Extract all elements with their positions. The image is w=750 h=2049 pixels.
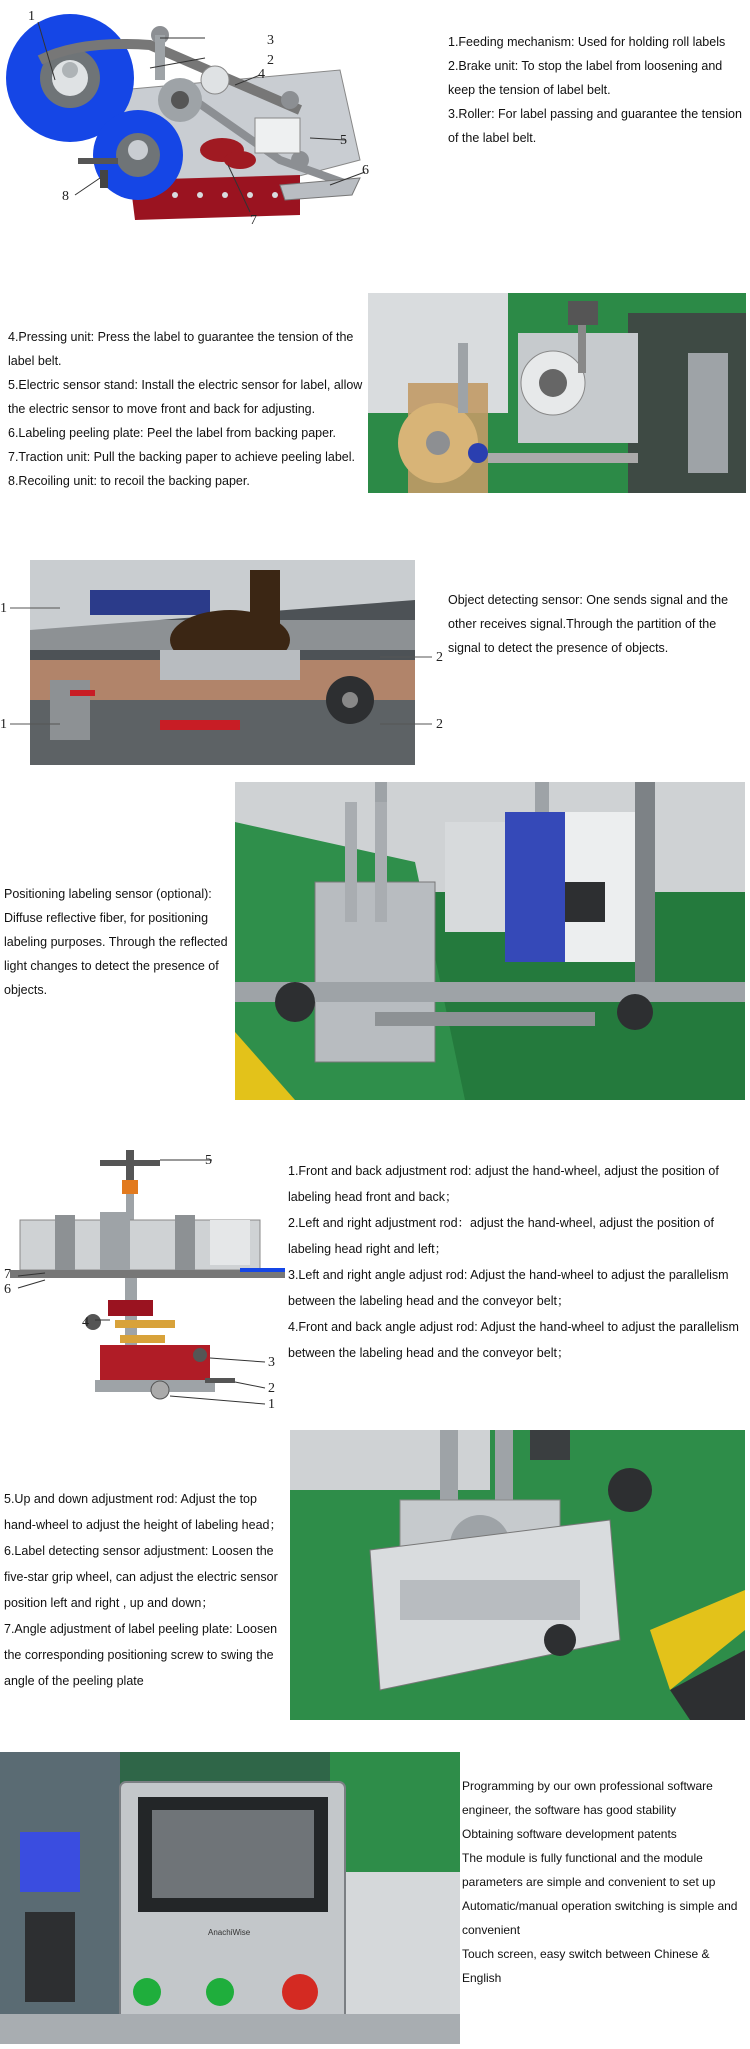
callout-3: 3 xyxy=(267,33,274,48)
control-panel-photo xyxy=(0,1752,460,2044)
item-roller: 3.Roller: For label passing and guarantee the tension of the label belt. xyxy=(448,107,742,145)
callout-8: 8 xyxy=(62,189,69,204)
callout-5: 5 xyxy=(340,133,347,148)
callout-7: 7 xyxy=(250,213,257,228)
section-feeding-mechanism xyxy=(0,0,750,240)
item-peeling-angle: 7.Angle adjustment of label peeling plate: Loosen the corresponding positioning screw to swing the angle of the peeling plate xyxy=(4,1622,278,1688)
positioning-text: Positioning labeling sensor (optional): Diffuse reflective fiber, for positioning labeling purposes. Through the reflected light changes to detect the presence of objects. xyxy=(4,887,228,997)
callout-3: 3 xyxy=(268,1355,275,1370)
item-pressing-unit: 4.Pressing unit: Press the label to guarantee the tension of the label belt. xyxy=(8,330,354,368)
up-down-description xyxy=(4,1486,288,1694)
item-touch-screen: Touch screen, easy switch between Chinese & English xyxy=(462,1947,710,1985)
callout-1: 1 xyxy=(28,9,35,24)
section-object-sensor xyxy=(0,548,750,778)
item-peeling-plate: 6.Labeling peeling plate: Peel the label from backing paper. xyxy=(8,426,337,440)
item-recoiling-unit: 8.Recoiling unit: to recoil the backing paper. xyxy=(8,474,250,488)
callout-5: 5 xyxy=(205,1153,212,1168)
section-up-down-adjustment xyxy=(0,1430,750,1730)
section-positioning-sensor xyxy=(0,782,750,1112)
item-module: The module is fully functional and the module parameters are simple and convenient to set up xyxy=(462,1851,716,1889)
callout-6: 6 xyxy=(4,1282,11,1297)
item-sensor-adjustment: 6.Label detecting sensor adjustment: Loosen the five-star grip wheel, can adjust the electric sensor position left and right , up and down； xyxy=(4,1544,278,1610)
panel-brand-label: AnachiWise xyxy=(208,1928,251,1937)
callout-4: 4 xyxy=(258,67,265,82)
item-feeding-mechanism: 1.Feeding mechanism: Used for holding roll labels xyxy=(448,35,726,49)
labeling-head-photo xyxy=(368,293,746,493)
labeling-head-diagram xyxy=(0,0,430,235)
adjustment-rods-diagram xyxy=(0,1140,290,1430)
item-left-right-rod: 2.Left and right adjustment rod：adjust the hand-wheel, adjust the position of labeling head right and left； xyxy=(288,1216,714,1256)
up-down-photo xyxy=(290,1430,745,1720)
item-left-right-angle-rod: 3.Left and right angle adjust rod: Adjust the hand-wheel to adjust the parallelism between the labeling head and the conveyor belt； xyxy=(288,1268,729,1308)
callout-2: 2 xyxy=(268,1381,275,1396)
adjustment-rods-description xyxy=(288,1158,746,1366)
callout-2: 2 xyxy=(267,53,274,68)
callout-6: 6 xyxy=(362,163,369,178)
object-sensor-callouts xyxy=(0,548,460,778)
item-brake-unit: 2.Brake unit: To stop the label from loosening and keep the tension of label belt. xyxy=(448,59,723,97)
item-programming: Programming by our own professional software engineer, the software has good stability xyxy=(462,1779,713,1817)
item-up-down-rod: 5.Up and down adjustment rod: Adjust the top hand-wheel to adjust the height of labeling head； xyxy=(4,1492,282,1532)
callout-2b: 2 xyxy=(436,717,443,732)
callout-1: 1 xyxy=(268,1397,275,1412)
section-control-panel xyxy=(0,1752,750,2049)
item-sensor-stand: 5.Electric sensor stand: Install the electric sensor for label, allow the electric sensor to move front and back for adjusting. xyxy=(8,378,363,416)
item-patents: Obtaining software development patents xyxy=(462,1827,677,1841)
item-front-back-angle-rod: 4.Front and back angle adjust rod: Adjust the hand-wheel to adjust the parallelism between the labeling head and the conveyor belt； xyxy=(288,1320,739,1360)
item-front-back-rod: 1.Front and back adjustment rod: adjust the hand-wheel, adjust the position of labeling head front and back； xyxy=(288,1164,719,1204)
callout-7: 7 xyxy=(4,1267,11,1282)
item-switching: Automatic/manual operation switching is simple and convenient xyxy=(462,1899,738,1937)
control-panel-description xyxy=(462,1774,746,1990)
positioning-description xyxy=(4,882,236,1002)
object-sensor-text: Object detecting sensor: One sends signal and the other receives signal.Through the partition of the signal to detect the presence of objects. xyxy=(448,593,729,655)
section-pressing-unit xyxy=(0,285,750,535)
callout-4: 4 xyxy=(82,1315,89,1330)
callout-1a: 1 xyxy=(0,601,7,616)
object-sensor-description xyxy=(448,588,744,660)
positioning-sensor-photo xyxy=(235,782,745,1100)
feeding-description xyxy=(448,30,748,150)
parts-description xyxy=(8,325,368,493)
item-traction-unit: 7.Traction unit: Pull the backing paper to achieve peeling label. xyxy=(8,450,355,464)
callout-1b: 1 xyxy=(0,717,7,732)
section-adjustment-rods xyxy=(0,1140,750,1440)
callout-2a: 2 xyxy=(436,650,443,665)
